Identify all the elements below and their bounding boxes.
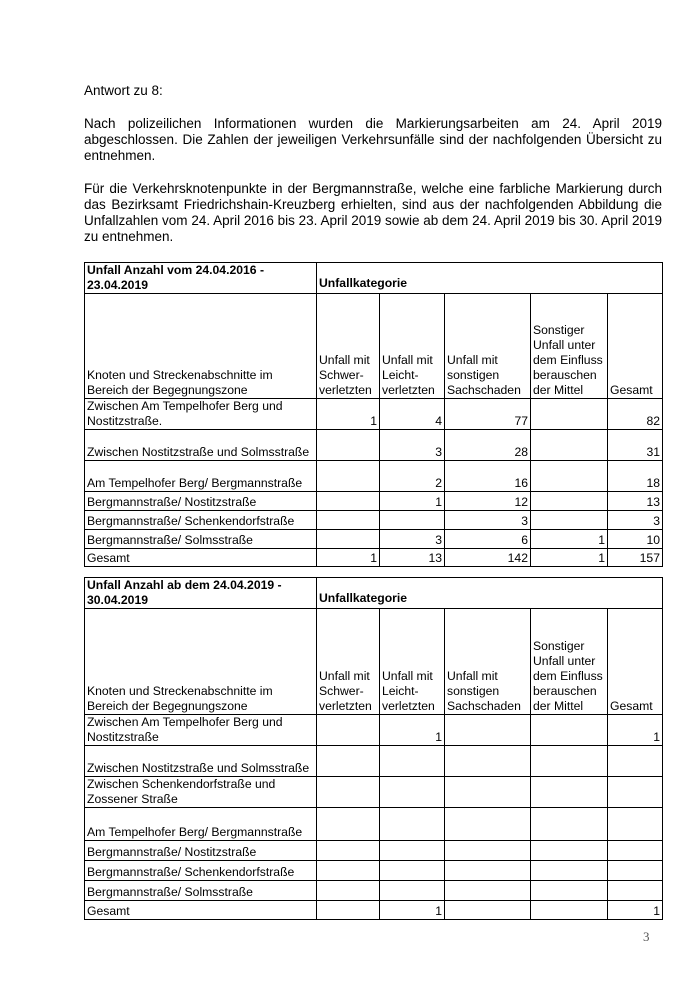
cell-sonst [531,511,608,530]
cell-leicht: 3 [380,530,445,549]
cell-gesamt: 10 [608,530,663,549]
cell-schwer [317,511,380,530]
cell-schwer: 1 [317,549,380,567]
cell-leicht: 4 [380,399,445,430]
cell-gesamt: 157 [608,549,663,567]
cell-schwer [317,530,380,549]
cell-leicht [380,861,445,881]
cell-schwer [317,715,380,746]
cell-sach [445,777,531,808]
cell-schwer [317,861,380,881]
table-row [85,511,663,530]
cell-sach: 28 [445,430,531,461]
column-header-gesamt: Gesamt [608,609,663,715]
cell-sach: 16 [445,461,531,492]
cell-sonst [531,461,608,492]
column-header-location: Knoten und Streckenabschnitte im Bereich der Begegnungszone [85,609,317,715]
column-header-gesamt: Gesamt [608,294,663,399]
column-header-sonst: Sonstiger Unfall unter dem Einfluss berauschen der Mittel [531,609,608,715]
table-title: Unfall Anzahl vom 24.04.2016 - 23.04.2019 [85,263,317,294]
cell-sach [445,881,531,901]
category-header: Unfallkategorie [317,263,663,294]
column-header-sach: Unfall mit sonstigen Sachschaden [445,294,531,399]
cell-leicht [380,777,445,808]
cell-sonst [531,399,608,430]
table-row [85,881,663,901]
row-location: Zwischen Am Tempelhofer Berg und Nostitzstraße [85,715,317,746]
accident-table-2019 [84,577,663,920]
category-header: Unfallkategorie [317,578,663,609]
row-location: Am Tempelhofer Berg/ Bergmannstraße [85,808,317,841]
row-location: Bergmannstraße/ Solmsstraße [85,530,317,549]
cell-leicht [380,746,445,777]
cell-sach [445,715,531,746]
table-row [85,461,663,492]
cell-schwer: 1 [317,399,380,430]
column-header-sach: Unfall mit sonstigen Sachschaden [445,609,531,715]
cell-schwer [317,746,380,777]
cell-gesamt: 3 [608,511,663,530]
cell-schwer [317,841,380,861]
cell-sonst [531,861,608,881]
table-row [85,492,663,511]
cell-sach: 12 [445,492,531,511]
row-location: Bergmannstraße/ Schenkendorfstraße [85,861,317,881]
column-header-schwer: Unfall mit Schwer-verletzten [317,294,380,399]
cell-sonst [531,841,608,861]
column-header-schwer: Unfall mit Schwer-verletzten [317,609,380,715]
row-location: Bergmannstraße/ Nostitzstraße [85,492,317,511]
table-row [85,399,663,430]
cell-leicht: 1 [380,492,445,511]
cell-sach [445,808,531,841]
table-row [85,841,663,861]
row-location: Zwischen Schenkendorfstraße und Zossener Straße [85,777,317,808]
cell-gesamt [608,746,663,777]
cell-sonst [531,777,608,808]
cell-sach [445,841,531,861]
cell-gesamt: 1 [608,901,663,920]
row-location: Zwischen Nostitzstraße und Solmsstraße [85,430,317,461]
row-location: Bergmannstraße/ Solmsstraße [85,881,317,901]
cell-sonst [531,808,608,841]
cell-leicht [380,841,445,861]
cell-gesamt [608,841,663,861]
cell-leicht: 1 [380,901,445,920]
table-row [85,715,663,746]
column-header-leicht: Unfall mit Leicht-verletzten [380,609,445,715]
cell-gesamt: 1 [608,715,663,746]
cell-schwer [317,901,380,920]
paragraph-1: Nach polizeilichen Informationen wurden die Markierungsarbeiten am 24. April 2019 abgeschlossen. Die Zahlen der jeweiligen Verkehrsunfälle sind der nachfolgenden Übersicht zu entnehmen. [84,116,662,163]
cell-leicht: 1 [380,715,445,746]
cell-schwer [317,881,380,901]
cell-gesamt [608,881,663,901]
cell-sach: 3 [445,511,531,530]
table-row [85,861,663,881]
row-location: Am Tempelhofer Berg/ Bergmannstraße [85,461,317,492]
table-row [85,808,663,841]
column-header-location: Knoten und Streckenabschnitte im Bereich der Begegnungszone [85,294,317,399]
cell-schwer [317,777,380,808]
cell-leicht [380,808,445,841]
cell-sonst [531,746,608,777]
cell-gesamt [608,808,663,841]
row-location: Zwischen Am Tempelhofer Berg und Nostitzstraße. [85,399,317,430]
table-total-row [85,549,663,567]
column-header-sonst: Sonstiger Unfall unter dem Einfluss berauschen der Mittel [531,294,608,399]
cell-schwer [317,430,380,461]
cell-gesamt: 82 [608,399,663,430]
cell-sach [445,861,531,881]
cell-schwer [317,461,380,492]
answer-heading: Antwort zu 8: [84,83,163,98]
cell-sonst [531,430,608,461]
table-row [85,430,663,461]
cell-schwer [317,808,380,841]
table-total-row [85,901,663,920]
cell-gesamt: 13 [608,492,663,511]
cell-leicht [380,881,445,901]
cell-leicht: 2 [380,461,445,492]
cell-gesamt [608,861,663,881]
paragraph-2: Für die Verkehrsknotenpunkte in der Bergmannstraße, welche eine farbliche Markierung durch das Bezirksamt Friedrichshain-Kreuzberg erhielten, sind aus der nachfolgenden Abbildung die Unfallzahlen vom 24. April 2016 bis 23. April 2019 sowie ab dem 24. April 2019 bis 30. April 2019 zu entnehmen. [84,181,662,244]
cell-leicht [380,511,445,530]
cell-sonst: 1 [531,530,608,549]
row-location: Bergmannstraße/ Nostitzstraße [85,841,317,861]
cell-sonst: 1 [531,549,608,567]
row-location: Zwischen Nostitzstraße und Solmsstraße [85,746,317,777]
cell-gesamt: 18 [608,461,663,492]
cell-sonst [531,715,608,746]
row-location: Gesamt [85,549,317,567]
row-location: Bergmannstraße/ Schenkendorfstraße [85,511,317,530]
table-title: Unfall Anzahl ab dem 24.04.2019 - 30.04.2019 [85,578,317,609]
cell-sonst [531,901,608,920]
cell-schwer [317,492,380,511]
table-row [85,530,663,549]
cell-sach: 142 [445,549,531,567]
cell-sonst [531,881,608,901]
cell-sonst [531,492,608,511]
table-row [85,777,663,808]
cell-sach [445,746,531,777]
cell-leicht: 13 [380,549,445,567]
cell-sach: 77 [445,399,531,430]
column-header-leicht: Unfall mit Leicht-verletzten [380,294,445,399]
cell-gesamt [608,777,663,808]
accident-table-2016-2019 [84,262,663,567]
cell-sach: 6 [445,530,531,549]
cell-sach [445,901,531,920]
cell-leicht: 3 [380,430,445,461]
row-location: Gesamt [85,901,317,920]
cell-gesamt: 31 [608,430,663,461]
page-number: 3 [643,929,650,944]
table-row [85,746,663,777]
